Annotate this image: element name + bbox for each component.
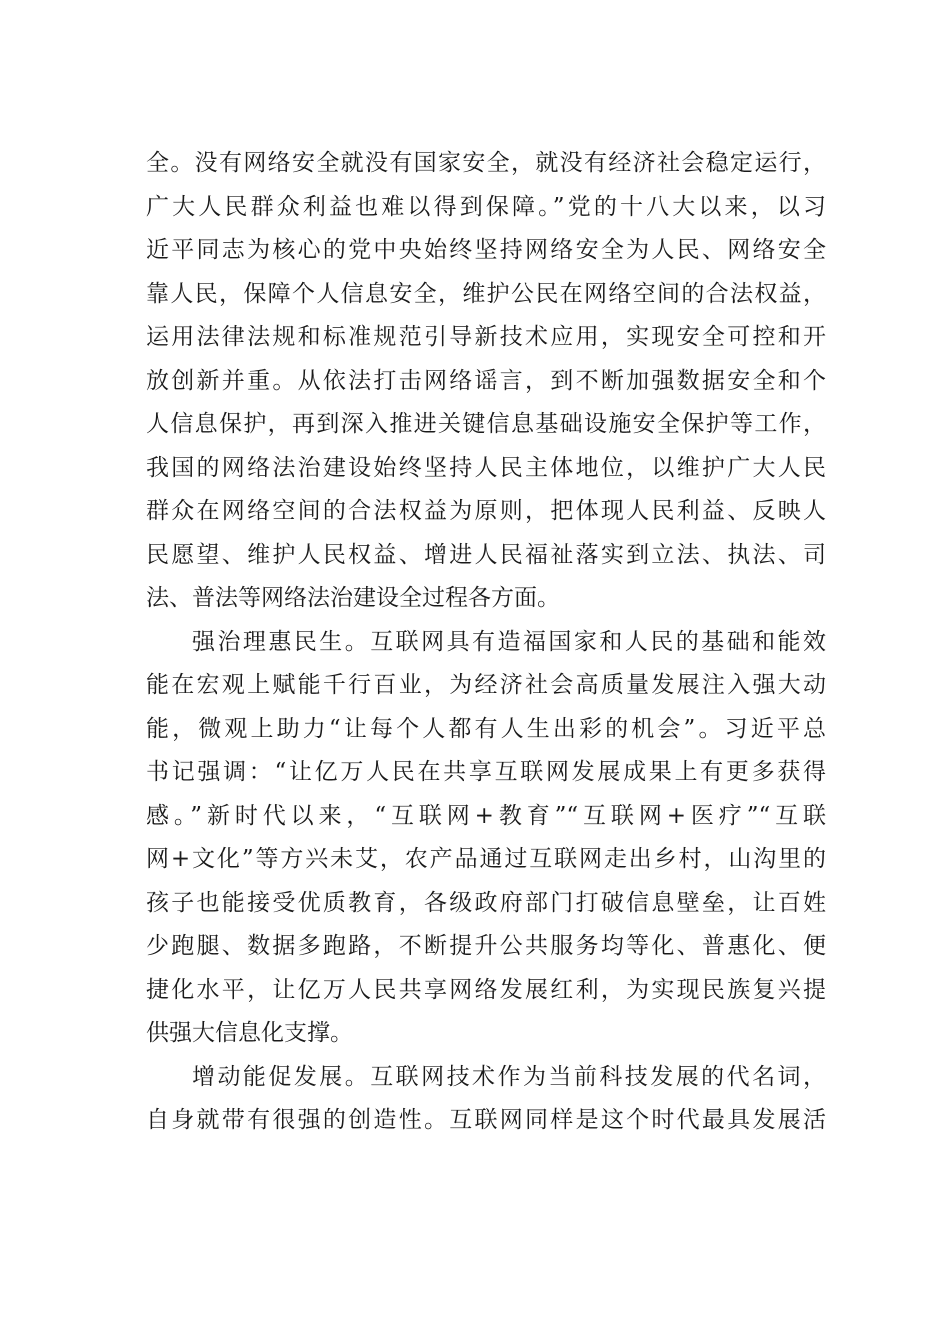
text-line: 放创新并重。从依法打击网络谣言，到不断加强数据安全和个: [146, 367, 826, 394]
paragraph-governance-livelihood: [146, 621, 826, 1056]
text-line: 我国的网络法治建设始终坚持人民主体地位，以维护广大人民: [146, 454, 826, 481]
paragraph-network-security: [146, 142, 826, 621]
text-line: 增动能促发展。互联网技术作为当前科技发展的代名词，: [192, 1063, 826, 1090]
text-line: 少跑腿、数据多跑路，不断提升公共服务均等化、普惠化、便: [146, 933, 826, 959]
text-line: 感。”新时代以来，“互联网+教育”“互联网+医疗”“互联: [146, 802, 826, 829]
text-line: 供强大信息化支撑。: [146, 1020, 353, 1046]
document-body: [146, 142, 826, 1143]
text-line: 捷化水平，让亿万人民共享网络发展红利，为实现民族复兴提: [146, 976, 826, 1003]
text-line: 自身就带有很强的创造性。互联网同样是这个时代最具发展活: [146, 1107, 826, 1133]
paragraph-momentum-development: [146, 1056, 826, 1143]
text-line: 全。没有网络安全就没有国家安全，就没有经济社会稳定运行，: [146, 150, 826, 176]
text-line: 人信息保护，再到深入推进关键信息基础设施安全保护等工作，: [146, 411, 826, 437]
text-line: 群众在网络空间的合法权益为原则，把体现人民利益、反映人: [146, 498, 826, 524]
text-line: 书记强调：“让亿万人民在共享互联网发展成果上有更多获得: [146, 759, 826, 785]
text-line: 广大人民群众利益也难以得到保障。”党的十八大以来，以习: [146, 193, 826, 220]
text-line: 民愿望、维护人民权益、增进人民福祉落实到立法、执法、司: [146, 541, 826, 568]
text-line: 靠人民，保障个人信息安全，维护公民在网络空间的合法权益，: [146, 280, 826, 307]
text-line: 运用法律法规和标准规范引导新技术应用，实现安全可控和开: [146, 324, 826, 350]
text-line: 强治理惠民生。互联网具有造福国家和人民的基础和能效: [192, 628, 826, 655]
text-line: 近平同志为核心的党中央始终坚持网络安全为人民、网络安全: [146, 237, 826, 263]
text-line: 法、普法等网络法治建设全过程各方面。: [146, 585, 560, 611]
text-line: 能，微观上助力“让每个人都有人生出彩的机会”。习近平总: [146, 715, 826, 742]
text-line: 孩子也能接受优质教育，各级政府部门打破信息壁垒，让百姓: [146, 889, 826, 916]
text-line: 能在宏观上赋能千行百业，为经济社会高质量发展注入强大动: [146, 672, 826, 698]
text-line: 网+文化”等方兴未艾，农产品通过互联网走出乡村，山沟里的: [146, 846, 826, 872]
